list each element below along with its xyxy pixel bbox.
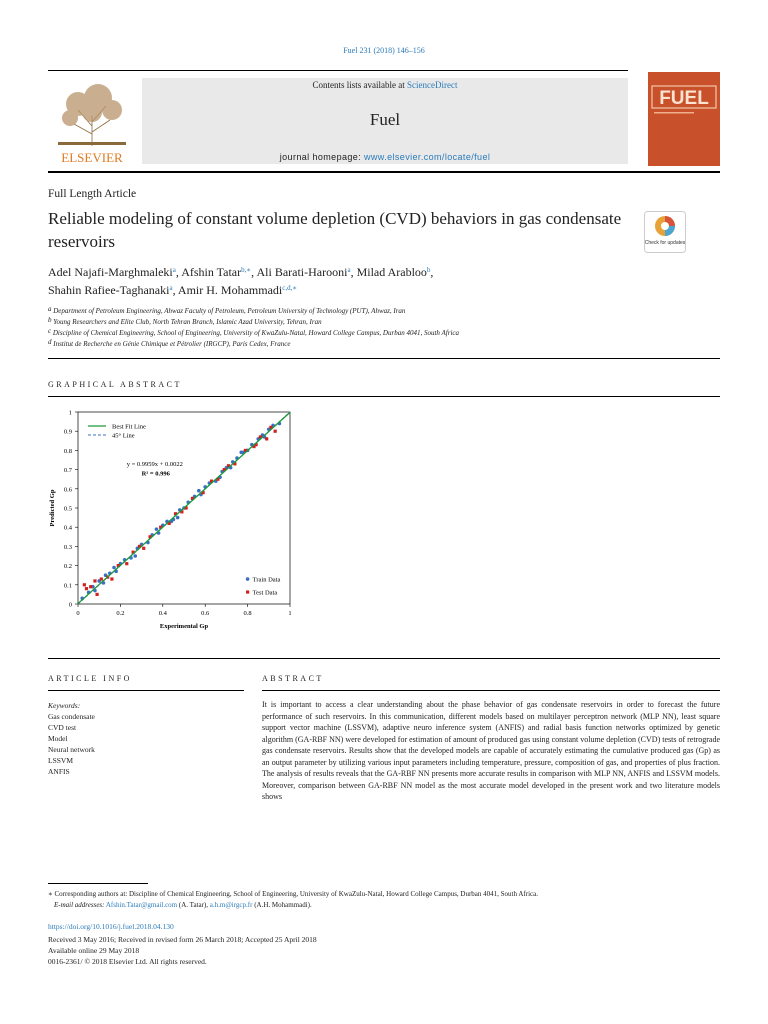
affiliation	[48, 339, 688, 350]
y-tick-label: 0.3	[63, 543, 72, 551]
y-tick-label: 0.7	[63, 467, 72, 475]
author-affiliation-marker[interactable]: a	[172, 266, 176, 274]
train-data-point	[197, 489, 201, 493]
author-affiliation-marker[interactable]: a	[347, 266, 351, 274]
check-badge-label: Check for updates	[644, 240, 686, 246]
elsevier-logo	[48, 76, 136, 166]
test-data-point	[265, 437, 268, 440]
author-list: Adel Najafi-Marghmaleki$^a$, Afshin Tatar$^{b,∗}$, Ali Barati-Harooni$^a$, Milad Arabloo$^b$, Shahin Rafiee-Taghanaki$^a$, Amir H. Mohammadi$^{c,d,∗}$	[48, 265, 434, 297]
email-owner: (A. Tatar),	[177, 901, 210, 909]
homepage-prefix: journal homepage:	[279, 152, 364, 162]
keyword-item: CVD test	[48, 723, 77, 732]
y-tick-label: 0.9	[63, 428, 72, 436]
affiliation-marker: a	[48, 305, 52, 313]
legend-test-swatch	[246, 590, 249, 593]
legend-45-line-label: 45° Line	[112, 432, 135, 440]
legend-train-swatch	[246, 577, 250, 581]
divider	[48, 358, 720, 359]
footnote	[48, 889, 720, 911]
journal-reference[interactable]: Fuel 231 (2018) 146–156	[343, 46, 425, 55]
affiliation	[48, 328, 688, 339]
test-data-point	[142, 547, 145, 550]
x-tick-label: 0.8	[243, 610, 252, 617]
keyword-item: Model	[48, 734, 68, 743]
received-dates: Received 3 May 2016; Received in revised form 26 March 2018; Accepted 25 April 2018	[48, 935, 317, 944]
divider	[48, 396, 720, 397]
y-tick-label: 0.5	[63, 505, 72, 513]
affiliation-text: Young Researchers and Elite Club, North Tehran Branch, Islamic Azad University, Tehran, Iran	[53, 318, 322, 326]
legend-test-label: Test Data	[252, 589, 278, 597]
article-type: Full Length Article	[48, 188, 137, 200]
x-tick-label: 0	[76, 610, 80, 617]
article-title: Reliable modeling of constant volume depletion (CVD) behaviors in gas condensate reservoirs	[48, 209, 622, 251]
y-tick-label: 0.8	[63, 447, 72, 455]
x-tick-label: 1	[288, 610, 292, 617]
graphical-abstract-heading: GRAPHICAL ABSTRACT	[48, 380, 182, 389]
article-info-heading: ARTICLE INFO	[48, 674, 132, 683]
publication-dates	[48, 934, 317, 967]
online-date: Available online 29 May 2018	[48, 946, 140, 955]
test-data-point	[100, 577, 103, 580]
y-tick-label: 0.2	[63, 563, 72, 571]
author-name[interactable]: Adel Najafi-Marghmaleki	[48, 265, 173, 279]
test-data-point	[125, 562, 128, 565]
email-link-tatar[interactable]: Afshin.Tatar@gmail.com	[105, 901, 178, 909]
corresponding-authors: ∗ Corresponding authors at: Discipline of Chemical Engineering, School of Engineering, University of KwaZulu-Natal, Howard College Campus, Durban 4041, South Africa.	[48, 890, 538, 898]
affiliation-text: Department of Petroleum Engineering, Ahwaz Faculty of Petroleum, Petroleum University of Technology (PUT), Ahwaz, Iran	[53, 307, 406, 315]
y-tick-label: 0	[68, 601, 72, 609]
abstract-heading: ABSTRACT	[262, 674, 324, 683]
x-tick-label: 0.2	[116, 610, 125, 617]
divider	[48, 171, 720, 173]
abstract-text: It is important to access a clear understanding about the phase behavior of gas condensate reservoirs in order to forecast the future performance of such reservoirs. In this communication, different models based on multilayer perceptron network (MLP NN), least square support vector machine (LSSVM), adaptive neuro inference system (ANFIS) and radial basis function networks optimized by genetic algorithm (GA-RBF NN) were developed for estimation of amount of produced gas using constant volume depletion (CVD) tests of retrograde gas condensate reservoirs. Results show that the developed models are capable of accurately estimating the cumulative produced gas (Gp) as an output parameter by utilizing various input parameters including temperature, pressure, composition of gas, and properties of plus fraction. The analysis of results reveals that the GA-RBF NN presents more accurate results in comparison with MLP NN, ANFIS and LSSVM models. Moreover, comparison between GA-RBF NN model as the most accurate model developed in the present work and two literature models shows	[262, 700, 720, 801]
copyright: 0016-2361/ © 2018 Elsevier Ltd. All rights reserved.	[48, 957, 207, 966]
contents-prefix: Contents lists available at	[312, 80, 407, 90]
legend-train-label: Train Data	[252, 576, 281, 584]
test-data-point	[89, 585, 92, 588]
affiliation-marker: d	[48, 338, 52, 346]
affiliations	[48, 306, 688, 350]
doi-link[interactable]: https://doi.org/10.1016/j.fuel.2018.04.130	[48, 922, 174, 931]
legend-best-fit-label: Best Fit Line	[112, 423, 146, 431]
test-data-point	[93, 579, 96, 582]
email-owner: (A.H. Mohammadi).	[252, 901, 312, 909]
y-tick-label: 0.6	[63, 486, 72, 494]
sciencedirect-link[interactable]: ScienceDirect	[407, 80, 458, 90]
y-axis-label: Predicted Gp	[49, 489, 56, 527]
fit-r-squared: R² = 0.996	[141, 470, 170, 478]
author-affiliation-marker[interactable]: b	[426, 266, 431, 274]
test-data-point	[95, 593, 98, 596]
parity-plot	[42, 400, 302, 640]
cover-title: FUEL	[659, 88, 709, 109]
test-data-point	[274, 430, 277, 433]
y-tick-label: 1	[68, 409, 72, 417]
author-affiliation-marker[interactable]: a	[169, 284, 173, 292]
email-link-mohammadi[interactable]: a.h.m@irgcp.fr	[209, 901, 253, 909]
journal-homepage	[142, 152, 628, 162]
train-data-point	[239, 451, 243, 455]
check-for-updates-badge[interactable]	[644, 211, 686, 253]
train-data-point	[133, 554, 137, 558]
keyword-item: Gas condensate	[48, 712, 95, 721]
divider	[48, 70, 628, 71]
author-name[interactable]: Shahin Rafiee-Taghanaki	[48, 283, 170, 297]
author-affiliation-marker[interactable]: c,d,∗	[282, 284, 298, 292]
author-name[interactable]: Milad Arabloo	[356, 265, 427, 279]
test-data-point	[85, 587, 88, 590]
author-affiliation-marker[interactable]: b,∗	[241, 266, 252, 274]
author-name[interactable]: Amir H. Mohammadi	[177, 283, 283, 297]
divider	[48, 658, 720, 659]
keyword-item: ANFIS	[48, 767, 70, 776]
journal-name: Fuel	[369, 110, 401, 129]
contents-line	[142, 80, 628, 90]
email-label: E-mail addresses:	[54, 901, 105, 909]
test-data-point	[110, 577, 113, 580]
divider	[262, 690, 720, 691]
keyword-item: LSSVM	[48, 756, 74, 765]
test-data-point	[83, 583, 86, 586]
fit-equation: y = 0.9959x + 0.0022	[126, 460, 183, 468]
homepage-link[interactable]: www.elsevier.com/locate/fuel	[364, 152, 491, 162]
best-fit-line	[78, 412, 290, 603]
author-name[interactable]: Ali Barati-Harooni	[256, 265, 348, 279]
divider	[48, 690, 244, 691]
keywords	[48, 700, 238, 777]
y-tick-label: 0.1	[63, 582, 72, 590]
footnote-divider	[48, 883, 148, 884]
x-tick-label: 0.4	[158, 610, 167, 617]
train-data-point	[176, 516, 180, 520]
affiliation-text: Discipline of Chemical Engineering, School of Engineering, University of KwaZulu-Natal, Howard College Campus, Durban 4041, South Africa	[52, 329, 460, 337]
x-axis-label: Experimental Gp	[159, 623, 209, 630]
affiliation	[48, 306, 688, 317]
journal-cover[interactable]	[648, 72, 720, 166]
publisher-logo-text: ELSEVIER	[61, 150, 123, 165]
affiliation-text: Institut de Recherche en Génie Chimique et Pétrolier (IRGCP), Paris Cedex, France	[53, 340, 291, 348]
train-data-point	[155, 527, 159, 531]
affiliation	[48, 317, 688, 328]
author-name[interactable]: Afshin Tatar	[181, 265, 242, 279]
y-tick-label: 0.4	[63, 524, 72, 532]
affiliation-marker: c	[48, 327, 52, 335]
x-tick-label: 0.6	[201, 610, 210, 617]
keyword-item: Neural network	[48, 745, 95, 754]
train-data-point	[112, 566, 116, 570]
keywords-label: Keywords:	[48, 701, 81, 710]
affiliation-marker: b	[48, 316, 52, 324]
